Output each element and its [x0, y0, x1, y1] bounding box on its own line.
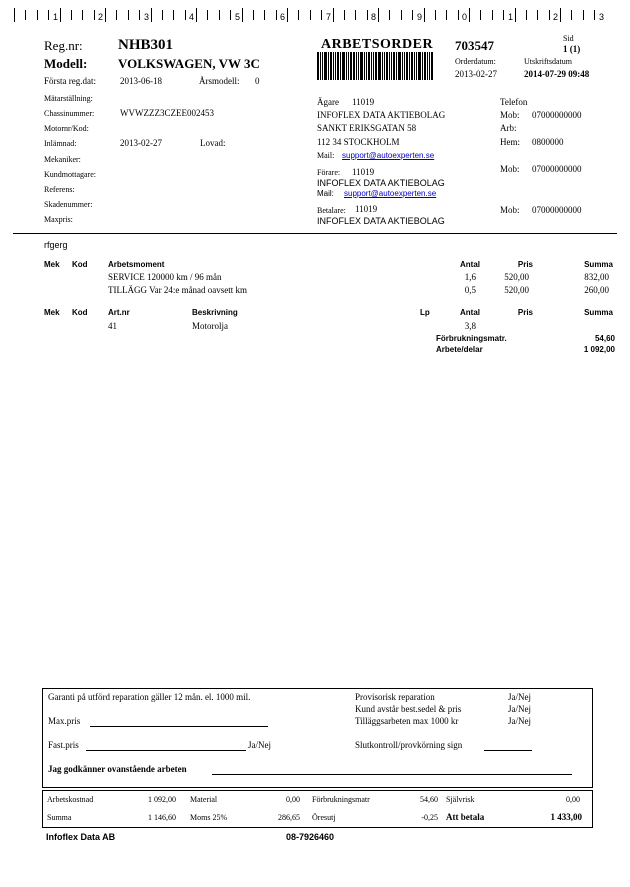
parts-col-beskrivning: Beskrivning: [192, 308, 238, 317]
ruler-tick: [37, 10, 38, 20]
driver-mail-label: Mail:: [317, 189, 334, 198]
ruler-tick: [60, 8, 61, 22]
barcode-bar: [429, 52, 430, 80]
barcode-bar: [396, 52, 397, 80]
forbrukning-label: Förbrukningsmatr.: [436, 334, 507, 343]
ruler-tick: [185, 10, 186, 20]
barcode-bar: [427, 52, 428, 80]
payer-id: 11019: [355, 204, 378, 214]
slutkontroll-sign-field[interactable]: [484, 750, 532, 751]
barcode-bar: [371, 52, 372, 80]
ruler-tick: [219, 10, 220, 20]
ruler-tick: [367, 10, 368, 20]
arbete-delar-label: Arbete/delar: [436, 345, 483, 354]
ruler-tick: [560, 8, 561, 22]
barcode-bar: [337, 52, 339, 80]
barcode-bar: [353, 52, 355, 80]
ruler-tick: [82, 10, 83, 20]
maxpris-field[interactable]: [90, 726, 268, 727]
summa-value: 1 146,60: [148, 813, 176, 822]
payer-name: INFOFLEX DATA AKTIEBOLAG: [317, 216, 445, 226]
referens-label: Referens:: [44, 185, 75, 194]
summa-label: Summa: [47, 813, 72, 822]
regnr-label: Reg.nr:: [44, 38, 83, 53]
godkanner-label: Jag godkänner ovanstående arbeten: [48, 764, 187, 774]
barcode-bar: [346, 52, 347, 80]
kund-avstar-label: Kund avstår best.sedel & pris: [355, 704, 462, 714]
barcode-bar: [328, 52, 329, 80]
parts-col-lp: Lp: [420, 308, 430, 317]
driver-label: Förare:: [317, 168, 341, 177]
ruler-tick: [242, 8, 243, 22]
chassi-label: Chassinummer:: [44, 109, 95, 118]
ruler-tick: [264, 10, 265, 20]
ruler-tick: [128, 10, 129, 20]
payer-mob-label: Mob:: [500, 205, 520, 215]
skade-label: Skadenummer:: [44, 200, 93, 209]
barcode-bar: [389, 52, 390, 80]
ruler-tick: [424, 8, 425, 22]
barcode-bar: [366, 52, 367, 80]
forsta-label: Första reg.dat:: [44, 76, 96, 86]
barcode: [317, 52, 447, 80]
forsta-value: 2013-06-18: [120, 76, 162, 86]
forbr-value: 54,60: [420, 795, 438, 804]
maxpris-field-label: Max.pris: [48, 716, 81, 726]
agare-label: Ägare: [317, 97, 339, 107]
barcode-bar: [330, 52, 332, 80]
ruler-tick: [276, 10, 277, 20]
att-betala-label: Att betala: [446, 812, 485, 822]
footer-company: Infoflex Data AB: [46, 832, 116, 842]
barcode-bar: [364, 52, 365, 80]
ruler-tick: [333, 8, 334, 22]
ruler-tick: [537, 10, 538, 20]
ruler-tick: [480, 10, 481, 20]
forbrukning-value: 54,60: [594, 334, 615, 343]
ruler: [0, 0, 630, 30]
maxpris-label: Maxpris:: [44, 215, 73, 224]
owner-postal: 112 34 STOCKHOLM: [317, 137, 400, 147]
parts-col-mek: Mek: [44, 308, 60, 317]
slutkontroll-label: Slutkontroll/provkörning sign: [355, 740, 463, 750]
owner-mob-label: Mob:: [500, 110, 520, 120]
order-number: 703547: [455, 38, 494, 53]
modell-value: VOLKSWAGEN, VW 3C: [118, 56, 260, 71]
barcode-bar: [356, 52, 357, 80]
barcode-bar: [322, 52, 323, 80]
ruler-tick: [412, 10, 413, 20]
work-row-moment: TILLÄGG Var 24:e månad oavsett km: [108, 285, 248, 295]
material-label: Material: [190, 795, 218, 804]
sjalvrisk-label: Självrisk: [446, 795, 475, 804]
arsmodell-value: 0: [255, 76, 260, 86]
ruler-tick: [526, 10, 527, 20]
ruler-tick: [253, 10, 254, 20]
owner-address: SANKT ERIKSGATAN 58: [317, 123, 417, 133]
mekaniker-label: Mekaniker:: [44, 155, 81, 164]
chassi-value: WVWZZZ3CZEE002453: [120, 108, 214, 118]
orderdatum-value: 2013-02-27: [455, 69, 497, 79]
barcode-bar: [342, 52, 345, 80]
ruler-tick: [355, 10, 356, 20]
material-value: 0,00: [286, 795, 300, 804]
utskrift-value: 2014-07-29 09:48: [524, 69, 590, 79]
barcode-bar: [386, 52, 388, 80]
ruler-number: 9: [417, 12, 423, 22]
work-col-antal: Antal: [460, 260, 480, 269]
barcode-bar: [414, 52, 415, 80]
ruler-tick: [492, 10, 493, 20]
work-col-summa: Summa: [584, 260, 613, 269]
ruler-tick: [458, 10, 459, 20]
ruler-tick: [344, 10, 345, 20]
ruler-number: 4: [189, 12, 195, 22]
work-col-mek: Mek: [44, 260, 60, 269]
parts-col-artnr: Art.nr: [108, 308, 130, 317]
lovad-label: Lovad:: [200, 138, 226, 148]
parts-col-kod: Kod: [72, 308, 88, 317]
barcode-bar: [378, 52, 381, 80]
ruler-number: 3: [599, 12, 605, 22]
payer-mob: 07000000000: [532, 205, 582, 215]
barcode-bar: [368, 52, 370, 80]
owner-mob: 07000000000: [532, 110, 582, 120]
barcode-bar: [348, 52, 349, 80]
telefon-label: Telefon: [500, 97, 528, 107]
ruler-tick: [71, 10, 72, 20]
ruler-number: 3: [144, 12, 150, 22]
owner-hem-label: Hem:: [500, 137, 520, 147]
ruler-tick: [196, 8, 197, 22]
ruler-number: 2: [553, 12, 559, 22]
ruler-tick: [389, 10, 390, 20]
ruler-number: 1: [508, 12, 514, 22]
owner-name: INFOFLEX DATA AKTIEBOLAG: [317, 110, 446, 120]
barcode-bar: [391, 52, 392, 80]
ruler-tick: [230, 10, 231, 20]
barcode-bar: [360, 52, 363, 80]
agare-id: 11019: [352, 97, 375, 107]
regnr-value: NHB301: [118, 37, 174, 53]
barcode-bar: [402, 52, 403, 80]
ruler-tick: [48, 10, 49, 20]
godkanner-sign-field[interactable]: [212, 774, 572, 775]
ruler-number: 7: [326, 12, 332, 22]
ruler-tick: [571, 10, 572, 20]
barcode-bar: [317, 52, 319, 80]
owner-hem: 0800000: [532, 137, 564, 147]
barcode-bar: [422, 52, 423, 80]
barcode-bar: [350, 52, 352, 80]
fastpris-field[interactable]: [86, 750, 246, 751]
header-divider: [13, 233, 617, 234]
parts-row-antal: 3,8: [464, 321, 476, 331]
ruler-tick: [116, 10, 117, 20]
fastpris-field-label: Fast.pris: [48, 740, 79, 750]
oresutj-value: -0,25: [421, 813, 438, 822]
sjalvrisk-value: 0,00: [566, 795, 580, 804]
ruler-tick: [310, 10, 311, 20]
footer-phone: 08-7926460: [286, 832, 335, 842]
kundmott-label: Kundmottagare:: [44, 170, 96, 179]
ruler-tick: [139, 10, 140, 20]
barcode-bar: [404, 52, 405, 80]
ruler-number: 1: [53, 12, 59, 22]
ruler-number: 5: [235, 12, 241, 22]
provisorisk-label: Provisorisk reparation: [355, 692, 435, 702]
ruler-tick: [162, 10, 163, 20]
ruler-tick: [503, 10, 504, 20]
barcode-bar: [382, 52, 383, 80]
barcode-bar: [431, 52, 433, 80]
work-row-pris: 520,00: [504, 285, 529, 295]
driver-mob: 07000000000: [532, 164, 582, 174]
ruler-tick: [401, 10, 402, 20]
ruler-tick: [105, 8, 106, 22]
ruler-number: 2: [98, 12, 104, 22]
barcode-bar: [375, 52, 377, 80]
driver-mail-link[interactable]: support@autoexperten.se: [344, 189, 437, 198]
ruler-tick: [14, 8, 15, 22]
ruler-number: 8: [371, 12, 377, 22]
parts-row-artnr: 41: [108, 321, 117, 331]
barcode-bar: [320, 52, 321, 80]
barcode-bar: [406, 52, 408, 80]
orderdatum-label: Orderdatum:: [455, 57, 496, 66]
driver-name: INFOFLEX DATA AKTIEBOLAG: [317, 178, 445, 188]
work-row-antal: 1,6: [464, 272, 476, 282]
ruler-tick: [173, 10, 174, 20]
provisorisk-janej: Ja/Nej: [508, 692, 531, 702]
barcode-bar: [409, 52, 410, 80]
document-title: ARBETSORDER: [321, 37, 434, 52]
sid-value: 1 (1): [563, 44, 581, 54]
motor-label: Motornr/Kod:: [44, 124, 89, 133]
ruler-tick: [594, 10, 595, 20]
barcode-bar: [411, 52, 413, 80]
ruler-tick: [298, 10, 299, 20]
tillagg-label: Tilläggsarbeten max 1000 kr: [355, 716, 459, 726]
ruler-number: 0: [462, 12, 468, 22]
order-note: rfgerg: [44, 240, 68, 250]
fastpris-janej: Ja/Nej: [248, 740, 271, 750]
ruler-number: 6: [280, 12, 286, 22]
driver-mob-label: Mob:: [500, 164, 520, 174]
parts-col-pris: Pris: [517, 308, 533, 317]
barcode-bar: [358, 52, 359, 80]
tillagg-janej: Ja/Nej: [508, 716, 531, 726]
guarantee-line: Garanti på utförd reparation gäller 12 mån. el. 1000 mil.: [48, 692, 251, 702]
ruler-tick: [287, 8, 288, 22]
matar-label: Mätarställning:: [44, 94, 93, 103]
moms-label: Moms 25%: [190, 813, 228, 822]
ruler-tick: [151, 8, 152, 22]
barcode-bar: [384, 52, 385, 80]
work-row-antal: 0,5: [464, 285, 476, 295]
payer-label: Betalare:: [317, 206, 346, 215]
parts-row-beskrivning: Motorolja: [192, 321, 228, 331]
ruler-tick: [321, 10, 322, 20]
barcode-bar: [393, 52, 395, 80]
work-col-moment: Arbetsmoment: [108, 260, 165, 269]
ruler-tick: [94, 10, 95, 20]
work-row-summa: 260,00: [584, 285, 609, 295]
barcode-bar: [416, 52, 417, 80]
barcode-bar: [333, 52, 334, 80]
work-row-summa: 832,00: [584, 272, 609, 282]
barcode-bar: [373, 52, 374, 80]
att-betala-value: 1 433,00: [550, 812, 582, 822]
oresutj-label: Öresutj: [312, 813, 336, 822]
owner-mail-label: Mail:: [317, 151, 335, 160]
barcode-bar: [340, 52, 341, 80]
forbr-label: Förbrukningsmatr: [312, 795, 370, 804]
utskrift-label: Utskriftsdatum: [524, 57, 572, 66]
ruler-tick: [515, 8, 516, 22]
ruler-tick: [583, 10, 584, 20]
arsmodell-label: Årsmodell:: [199, 76, 240, 86]
owner-mail-link[interactable]: support@autoexperten.se: [342, 151, 435, 160]
ruler-tick: [435, 10, 436, 20]
arbetskostnad-label: Arbetskostnad: [47, 795, 94, 804]
barcode-bar: [324, 52, 327, 80]
driver-id: 11019: [352, 167, 375, 177]
inlamnad-label: Inlämnad:: [44, 139, 77, 148]
arbete-delar-value: 1 092,00: [583, 345, 615, 354]
barcode-bar: [418, 52, 421, 80]
modell-label: Modell:: [44, 56, 88, 71]
ruler-tick: [469, 8, 470, 22]
work-col-pris: Pris: [517, 260, 533, 269]
kund-avstar-janej: Ja/Nej: [508, 704, 531, 714]
sid-label: Sid: [563, 34, 574, 43]
barcode-bar: [398, 52, 401, 80]
barcode-bar: [335, 52, 336, 80]
work-col-kod: Kod: [72, 260, 88, 269]
parts-col-summa: Summa: [584, 308, 613, 317]
ruler-tick: [446, 10, 447, 20]
arbetskostnad-value: 1 092,00: [148, 795, 176, 804]
owner-arb-label: Arb:: [500, 123, 517, 133]
moms-value: 286,65: [278, 813, 300, 822]
ruler-tick: [549, 10, 550, 20]
work-row-moment: SERVICE 120000 km / 96 mån: [108, 272, 222, 282]
inlamnad-value: 2013-02-27: [120, 138, 162, 148]
ruler-tick: [207, 10, 208, 20]
work-row-pris: 520,00: [504, 272, 529, 282]
barcode-bar: [424, 52, 426, 80]
ruler-tick: [25, 10, 26, 20]
ruler-tick: [378, 8, 379, 22]
parts-col-antal: Antal: [460, 308, 480, 317]
